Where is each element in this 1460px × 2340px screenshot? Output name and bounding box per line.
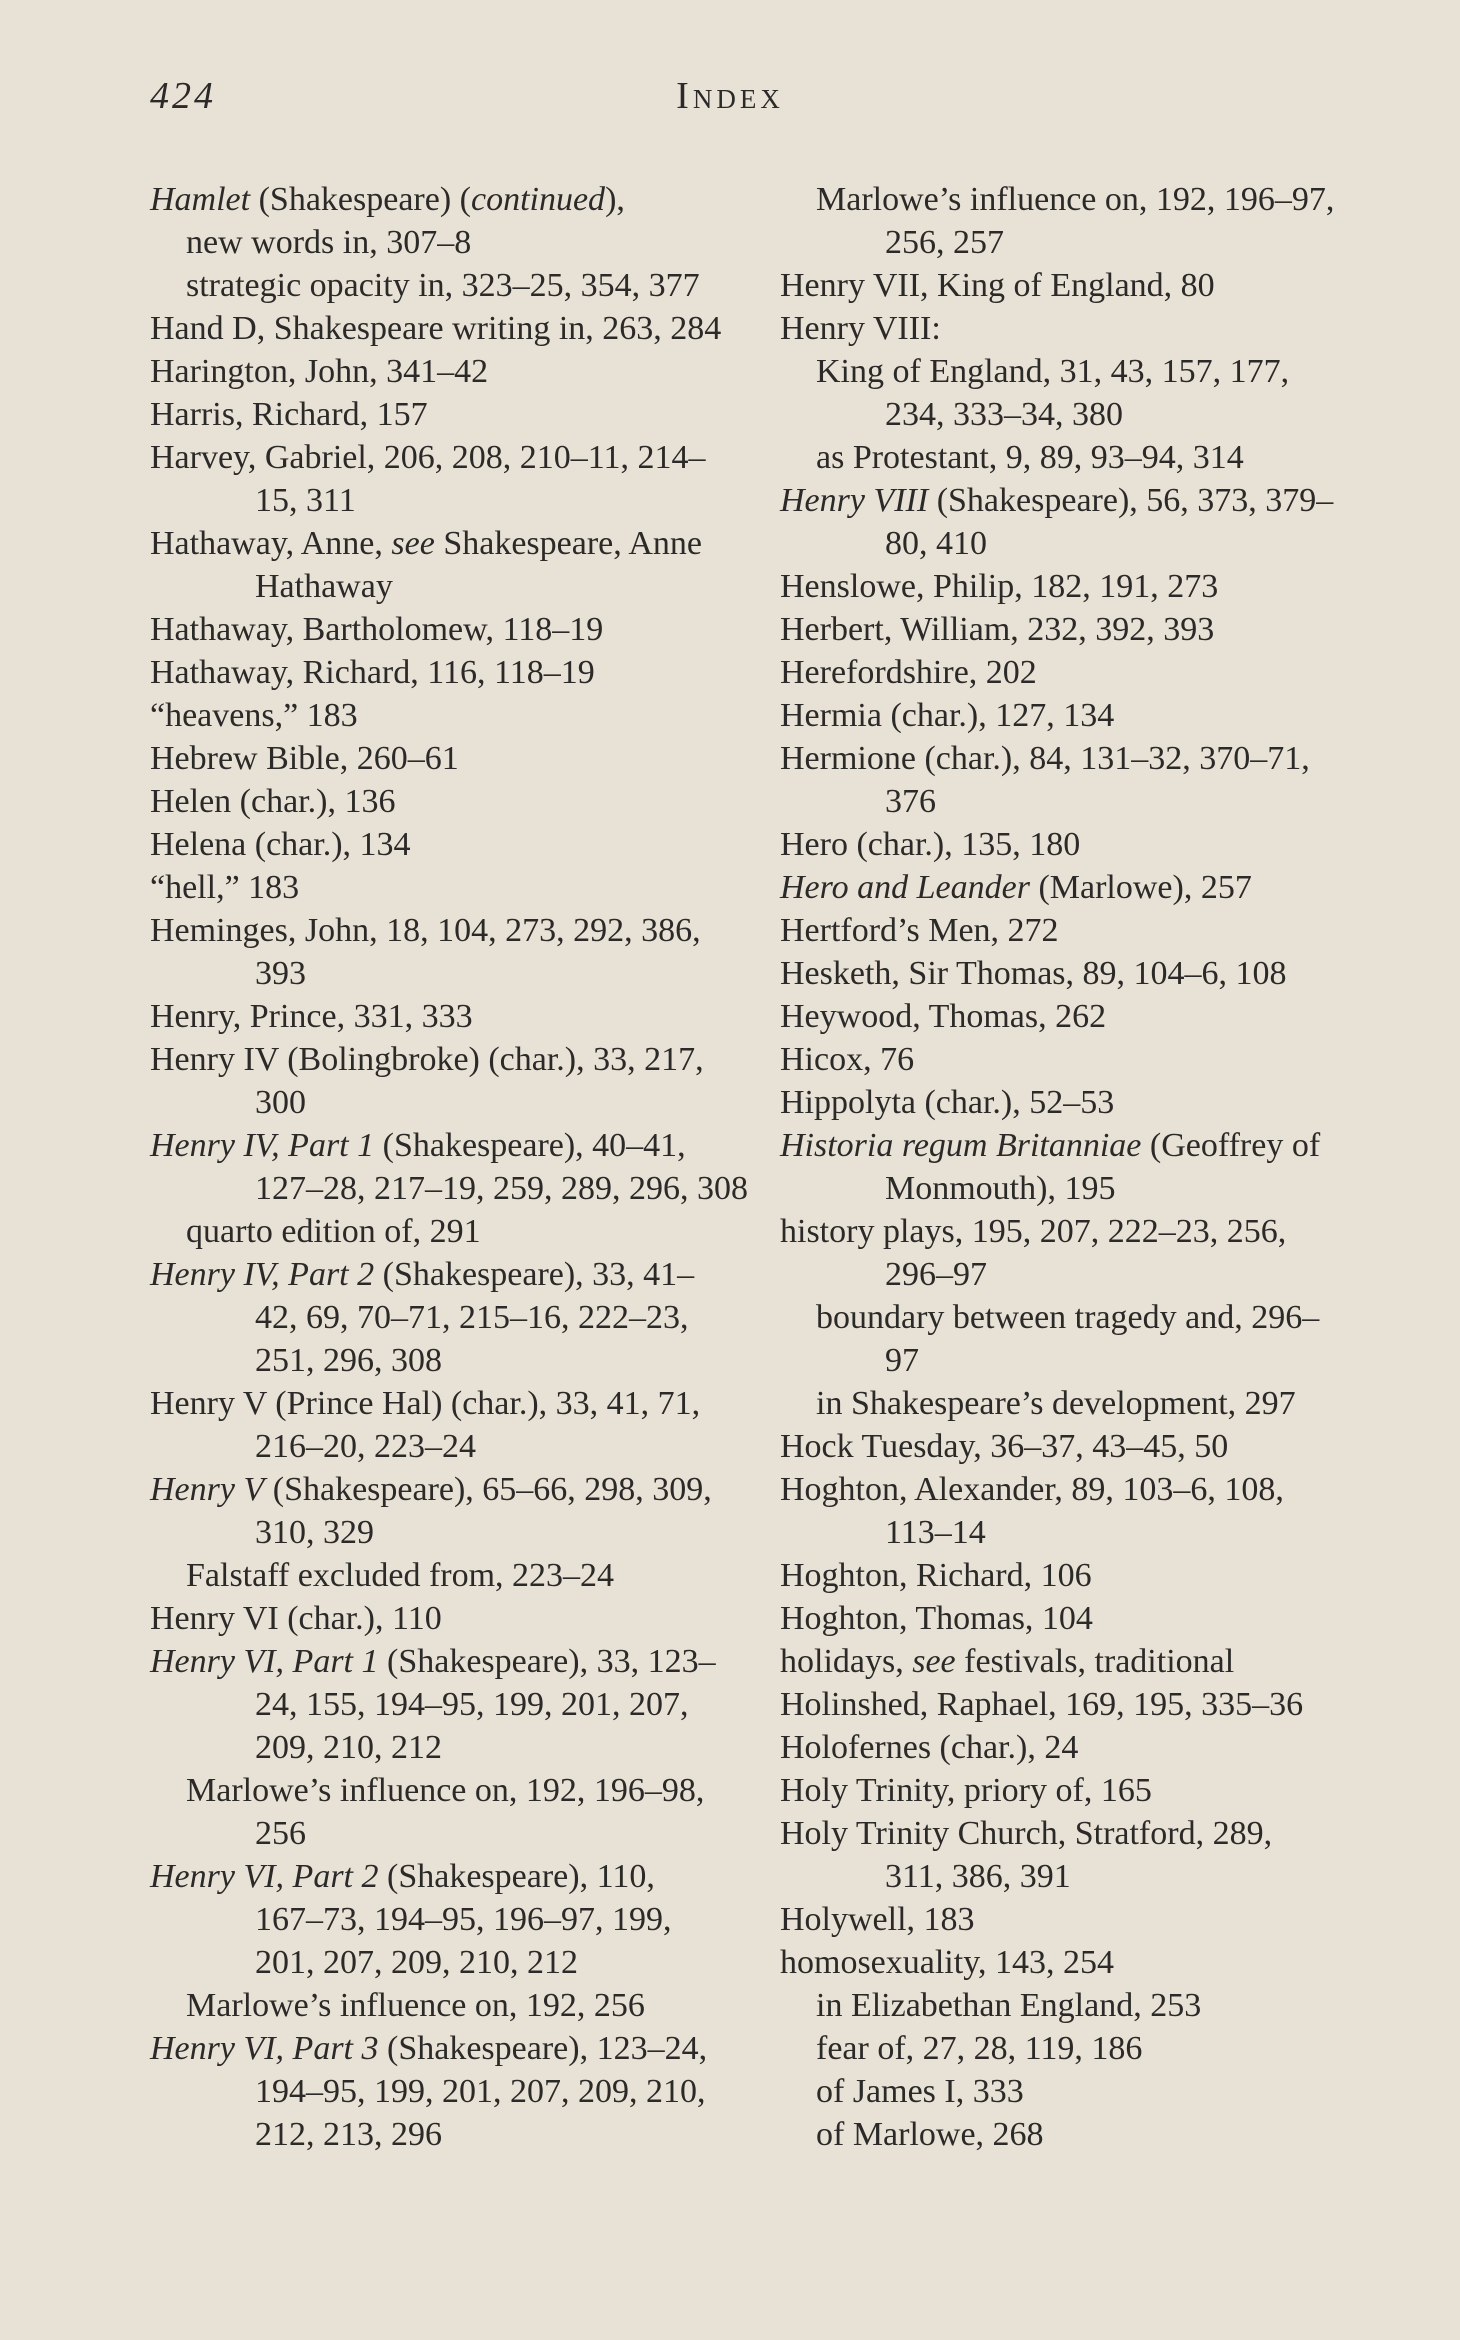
index-subentry xyxy=(780,2113,1400,2156)
index-text: Henry VI, Part 1 xyxy=(150,1643,379,1680)
index-text: Marlowe’s influence on, 192, 256 xyxy=(186,1987,645,2024)
index-continuation xyxy=(150,1898,770,1941)
index-text: history plays, 195, 207, 222–23, 256, xyxy=(780,1213,1287,1250)
index-entry xyxy=(780,1425,1400,1468)
index-subentry xyxy=(780,1382,1400,1425)
index-text: Henry IV, Part 1 xyxy=(150,1127,375,1164)
index-text: Harington, John, 341–42 xyxy=(150,353,489,390)
index-text: Hock Tuesday, 36–37, 43–45, 50 xyxy=(780,1428,1229,1465)
index-text: Holywell, 183 xyxy=(780,1901,975,1938)
index-entry xyxy=(780,909,1400,952)
index-text: Henry VIII xyxy=(780,482,929,519)
index-text: Hand D, Shakespeare writing in, 263, 284 xyxy=(150,310,722,347)
index-text: 201, 207, 209, 210, 212 xyxy=(255,1944,578,1981)
index-text: 15, 311 xyxy=(255,482,356,519)
index-text: Holofernes (char.), 24 xyxy=(780,1729,1079,1766)
index-continuation xyxy=(780,221,1400,264)
index-text: of James I, 333 xyxy=(816,2073,1024,2110)
index-text: fear of, 27, 28, 119, 186 xyxy=(816,2030,1143,2067)
index-text: 209, 210, 212 xyxy=(255,1729,442,1766)
running-head: Index xyxy=(676,75,784,117)
index-subentry xyxy=(780,1296,1400,1339)
index-entry xyxy=(150,393,770,436)
index-entry xyxy=(150,178,770,221)
index-text: (Shakespeare) ( xyxy=(250,181,471,218)
index-entry xyxy=(780,1941,1400,1984)
index-text: (Shakespeare), 65–66, 298, 309, xyxy=(264,1471,712,1508)
index-entry xyxy=(780,565,1400,608)
index-continuation xyxy=(780,1253,1400,1296)
index-text: 376 xyxy=(885,783,936,820)
index-text: Henry VI, Part 3 xyxy=(150,2030,379,2067)
index-text: Hoghton, Thomas, 104 xyxy=(780,1600,1093,1637)
index-text: 393 xyxy=(255,955,306,992)
index-text: as Protestant, 9, 89, 93–94, 314 xyxy=(816,439,1244,476)
index-text: 256, 257 xyxy=(885,224,1004,261)
index-entry xyxy=(150,1855,770,1898)
index-text: Hertford’s Men, 272 xyxy=(780,912,1059,949)
page-number: 424 xyxy=(150,75,216,117)
index-text: see xyxy=(912,1643,956,1680)
index-subentry xyxy=(780,1984,1400,2027)
index-text: Marlowe’s influence on, 192, 196–98, xyxy=(186,1772,705,1809)
index-text: Hebrew Bible, 260–61 xyxy=(150,740,459,777)
index-text: Henry VI (char.), 110 xyxy=(150,1600,442,1637)
index-text: Herbert, William, 232, 392, 393 xyxy=(780,611,1215,648)
index-entry xyxy=(780,264,1400,307)
index-text: 296–97 xyxy=(885,1256,987,1293)
index-subentry xyxy=(150,1769,770,1812)
index-text: Heminges, John, 18, 104, 273, 292, 386, xyxy=(150,912,701,949)
index-entry xyxy=(150,1038,770,1081)
index-text: (Shakespeare), 33, 41– xyxy=(374,1256,695,1293)
index-continuation xyxy=(150,1296,770,1339)
index-entry xyxy=(780,1038,1400,1081)
index-entry xyxy=(150,995,770,1038)
index-subentry xyxy=(780,178,1400,221)
index-continuation xyxy=(150,1941,770,1984)
index-entry xyxy=(150,522,770,565)
index-entry xyxy=(780,866,1400,909)
index-text: Herefordshire, 202 xyxy=(780,654,1037,691)
index-continuation xyxy=(780,1855,1400,1898)
index-text: in Elizabethan England, 253 xyxy=(816,1987,1202,2024)
index-text: Harvey, Gabriel, 206, 208, 210–11, 214– xyxy=(150,439,706,476)
index-text: quarto edition of, 291 xyxy=(186,1213,481,1250)
index-entry xyxy=(150,307,770,350)
index-text: 42, 69, 70–71, 215–16, 222–23, xyxy=(255,1299,689,1336)
index-entry xyxy=(150,866,770,909)
index-entry xyxy=(150,1468,770,1511)
index-continuation xyxy=(150,1812,770,1855)
index-text: “hell,” 183 xyxy=(150,869,300,906)
index-entry xyxy=(780,995,1400,1038)
index-text: 234, 333–34, 380 xyxy=(885,396,1123,433)
index-text: Holinshed, Raphael, 169, 195, 335–36 xyxy=(780,1686,1304,1723)
index-text: Helena (char.), 134 xyxy=(150,826,411,863)
index-text: 256 xyxy=(255,1815,306,1852)
index-entry xyxy=(780,1597,1400,1640)
index-entry xyxy=(150,1382,770,1425)
index-entry xyxy=(780,1683,1400,1726)
index-text: (Geoffrey of xyxy=(1141,1127,1321,1164)
index-entry xyxy=(780,1124,1400,1167)
index-continuation xyxy=(150,479,770,522)
index-text: (Marlowe), 257 xyxy=(1029,869,1252,906)
index-continuation xyxy=(780,393,1400,436)
index-text: 97 xyxy=(885,1342,919,1379)
index-entry xyxy=(780,1210,1400,1253)
index-entry xyxy=(780,1468,1400,1511)
index-continuation xyxy=(150,952,770,995)
index-entry xyxy=(780,1640,1400,1683)
index-entry xyxy=(150,780,770,823)
index-entry xyxy=(780,1726,1400,1769)
index-entry xyxy=(150,1640,770,1683)
index-entry xyxy=(780,737,1400,780)
index-text: Henry, Prince, 331, 333 xyxy=(150,998,473,1035)
index-text: Henry VI, Part 2 xyxy=(150,1858,379,1895)
index-text: (Shakespeare), 110, xyxy=(378,1858,655,1895)
index-text: King of England, 31, 43, 157, 177, xyxy=(816,353,1290,390)
index-text: 194–95, 199, 201, 207, 209, 210, xyxy=(255,2073,706,2110)
index-entry xyxy=(780,1081,1400,1124)
index-subentry xyxy=(150,1984,770,2027)
index-continuation xyxy=(780,1339,1400,1382)
index-text: ), xyxy=(605,181,625,218)
index-text: Henslowe, Philip, 182, 191, 273 xyxy=(780,568,1219,605)
index-entry xyxy=(150,1597,770,1640)
index-text: Hippolyta (char.), 52–53 xyxy=(780,1084,1115,1121)
index-text: Hero (char.), 135, 180 xyxy=(780,826,1081,863)
index-continuation xyxy=(150,1339,770,1382)
index-entry xyxy=(780,1554,1400,1597)
index-text: strategic opacity in, 323–25, 354, 377 xyxy=(186,267,700,304)
index-entry xyxy=(780,608,1400,651)
index-text: “heavens,” 183 xyxy=(150,697,358,734)
index-text: Henry IV, Part 2 xyxy=(150,1256,375,1293)
index-text: Harris, Richard, 157 xyxy=(150,396,428,433)
index-continuation xyxy=(780,780,1400,823)
index-entry xyxy=(150,823,770,866)
index-text: new words in, 307–8 xyxy=(186,224,472,261)
index-entry xyxy=(780,1769,1400,1812)
index-text: Hamlet xyxy=(150,181,251,218)
index-text: in Shakespeare’s development, 297 xyxy=(816,1385,1296,1422)
index-continuation xyxy=(150,1081,770,1124)
index-text: Monmouth), 195 xyxy=(885,1170,1116,1207)
index-continuation xyxy=(780,1167,1400,1210)
index-continuation xyxy=(780,522,1400,565)
index-subentry xyxy=(150,221,770,264)
index-text: 311, 386, 391 xyxy=(885,1858,1071,1895)
index-text: 310, 329 xyxy=(255,1514,374,1551)
index-text: Hoghton, Alexander, 89, 103–6, 108, xyxy=(780,1471,1284,1508)
index-text: 24, 155, 194–95, 199, 201, 207, xyxy=(255,1686,689,1723)
index-text: 251, 296, 308 xyxy=(255,1342,442,1379)
index-text: continued xyxy=(470,181,606,218)
index-text: 113–14 xyxy=(885,1514,986,1551)
index-entry xyxy=(150,737,770,780)
index-text: Hicox, 76 xyxy=(780,1041,915,1078)
index-text: (Shakespeare), 56, 373, 379– xyxy=(928,482,1334,519)
index-entry xyxy=(780,694,1400,737)
index-text: 216–20, 223–24 xyxy=(255,1428,476,1465)
index-entry xyxy=(150,608,770,651)
index-entry xyxy=(780,307,1400,350)
index-entry xyxy=(150,350,770,393)
index-text: 212, 213, 296 xyxy=(255,2116,442,2153)
index-text: (Shakespeare), 123–24, xyxy=(378,2030,708,2067)
index-text: boundary between tragedy and, 296– xyxy=(816,1299,1320,1336)
index-text: Hero and Leander xyxy=(780,869,1030,906)
index-text: Hermia (char.), 127, 134 xyxy=(780,697,1115,734)
index-text: Hathaway, Anne, xyxy=(150,525,392,562)
index-entry xyxy=(150,694,770,737)
index-subentry xyxy=(150,1210,770,1253)
index-text: Heywood, Thomas, 262 xyxy=(780,998,1107,1035)
index-text: Hathaway xyxy=(255,568,393,605)
index-entry xyxy=(780,952,1400,995)
index-text: Henry VII, King of England, 80 xyxy=(780,267,1215,304)
index-text: of Marlowe, 268 xyxy=(816,2116,1044,2153)
index-text: Marlowe’s influence on, 192, 196–97, xyxy=(816,181,1335,218)
index-text: festivals, traditional xyxy=(955,1643,1235,1680)
index-text: Historia regum Britanniae xyxy=(780,1127,1142,1164)
index-text: holidays, xyxy=(780,1643,913,1680)
index-text: Hathaway, Bartholomew, 118–19 xyxy=(150,611,604,648)
index-entry xyxy=(150,436,770,479)
index-text: (Shakespeare), 40–41, xyxy=(374,1127,686,1164)
index-entry xyxy=(150,1124,770,1167)
index-text: Hesketh, Sir Thomas, 89, 104–6, 108 xyxy=(780,955,1287,992)
index-text: 300 xyxy=(255,1084,306,1121)
index-continuation xyxy=(150,1726,770,1769)
index-entry xyxy=(150,2027,770,2070)
index-text: Helen (char.), 136 xyxy=(150,783,396,820)
index-subentry xyxy=(150,1554,770,1597)
index-text: Hoghton, Richard, 106 xyxy=(780,1557,1092,1594)
index-text: 80, 410 xyxy=(885,525,987,562)
index-text: Falstaff excluded from, 223–24 xyxy=(186,1557,615,1594)
index-text: Hermione (char.), 84, 131–32, 370–71, xyxy=(780,740,1310,777)
index-subentry xyxy=(780,350,1400,393)
index-text: Hathaway, Richard, 116, 118–19 xyxy=(150,654,595,691)
index-entry xyxy=(780,479,1400,522)
index-text: 167–73, 194–95, 196–97, 199, xyxy=(255,1901,672,1938)
index-text: Henry IV (Bolingbroke) (char.), 33, 217, xyxy=(150,1041,704,1078)
index-text: see xyxy=(391,525,435,562)
index-text: (Shakespeare), 33, 123– xyxy=(378,1643,716,1680)
index-subentry xyxy=(780,436,1400,479)
index-entry xyxy=(150,909,770,952)
index-continuation xyxy=(150,1425,770,1468)
index-continuation xyxy=(150,2070,770,2113)
index-entry xyxy=(780,1812,1400,1855)
index-column-left xyxy=(150,178,770,2156)
index-entry xyxy=(150,651,770,694)
index-entry xyxy=(150,1253,770,1296)
index-text: homosexuality, 143, 254 xyxy=(780,1944,1114,1981)
index-subentry xyxy=(780,2070,1400,2113)
index-entry xyxy=(780,823,1400,866)
index-text: Henry V (Prince Hal) (char.), 33, 41, 71, xyxy=(150,1385,701,1422)
index-continuation xyxy=(150,2113,770,2156)
index-text: Henry V xyxy=(150,1471,265,1508)
index-text: Shakespeare, Anne xyxy=(434,525,702,562)
index-column-right xyxy=(780,178,1400,2156)
index-text: Holy Trinity, priory of, 165 xyxy=(780,1772,1152,1809)
index-continuation xyxy=(150,1167,770,1210)
index-subentry xyxy=(150,264,770,307)
index-continuation xyxy=(150,565,770,608)
index-continuation xyxy=(780,1511,1400,1554)
index-continuation xyxy=(150,1511,770,1554)
index-entry xyxy=(780,1898,1400,1941)
index-text: Holy Trinity Church, Stratford, 289, xyxy=(780,1815,1273,1852)
index-entry xyxy=(780,651,1400,694)
index-text: Henry VIII: xyxy=(780,310,941,347)
index-text: 127–28, 217–19, 259, 289, 296, 308 xyxy=(255,1170,748,1207)
index-continuation xyxy=(150,1683,770,1726)
index-subentry xyxy=(780,2027,1400,2070)
